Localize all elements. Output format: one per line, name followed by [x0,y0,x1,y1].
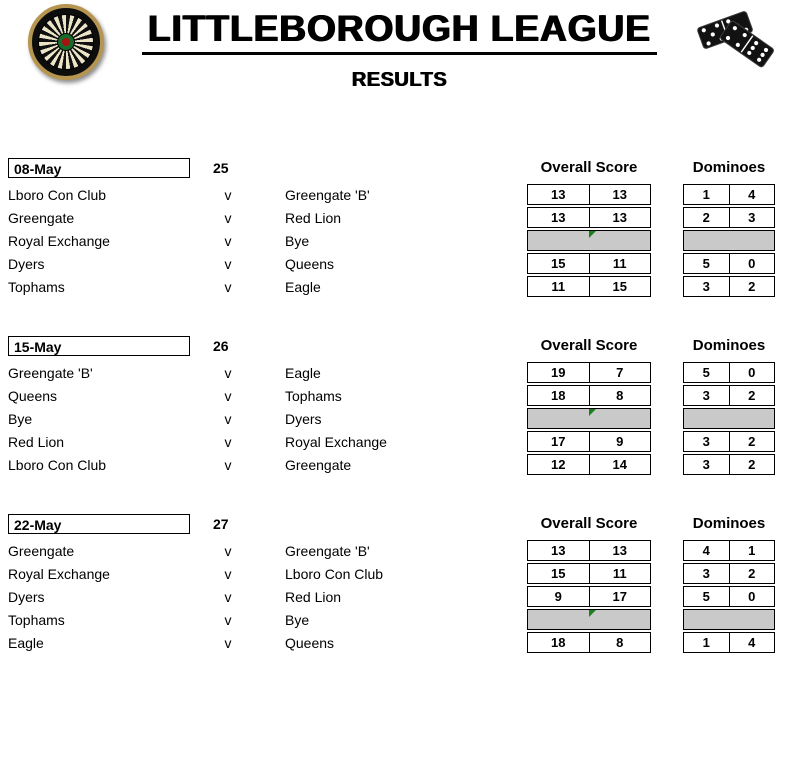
note-triangle-icon [589,231,596,238]
dominoes-away-score: 2 [729,564,775,583]
dominoes-home-score: 1 [702,635,710,650]
overall-score-box [527,253,651,274]
away-team: Eagle [285,279,321,295]
overall-away-score: 13 [589,541,651,560]
home-team: Royal Exchange [8,233,110,249]
home-team: Tophams [8,612,65,628]
away-team: Red Lion [285,210,342,226]
dominoes-box-bye [683,230,775,251]
date-header: 15-May [8,336,190,356]
fixture-row [0,540,799,563]
overall-score-box [527,184,651,205]
fixtures-list [0,184,799,299]
overall-home-score: 11 [551,279,566,294]
note-triangle-icon [589,610,596,617]
overall-score-header: Overall Score [540,515,638,532]
dominoes-box [683,632,775,653]
overall-away-score: 7 [589,363,651,382]
week-header [0,336,799,358]
fixture-row [0,184,799,207]
week-section [0,336,799,478]
overall-home-score: 13 [551,543,566,558]
fixture-row [0,207,799,230]
dominoes-home-score: 3 [702,566,710,581]
overall-away-score: 11 [589,254,651,273]
dominoes-box [683,586,775,607]
fixtures-list [0,362,799,477]
overall-away-score: 13 [589,208,651,227]
versus-label: v [224,256,232,272]
home-team: Eagle [8,635,44,651]
dominoes-box [683,362,775,383]
fixture-row-bye [0,408,799,431]
home-team: Royal Exchange [8,566,110,582]
dartboard-segments [38,14,94,70]
dominoes-logo-icon [685,0,795,78]
fixture-row [0,563,799,586]
overall-score-box-bye [527,609,651,630]
date-header: 08-May [8,158,190,178]
overall-away-score: 15 [589,277,651,296]
dominoes-away-score: 2 [729,277,775,296]
dominoes-away-score: 2 [729,386,775,405]
week-section [0,514,799,656]
away-team: Greengate [285,457,352,473]
away-team: Bye [285,233,310,249]
versus-label: v [224,388,232,404]
versus-label: v [224,365,232,381]
home-team: Red Lion [8,434,65,450]
dominoes-away-score: 2 [729,432,775,451]
home-team: Dyers [8,589,45,605]
overall-home-score: 9 [554,589,562,604]
away-team: Dyers [285,411,322,427]
versus-label: v [224,411,232,427]
overall-home-score: 18 [551,635,566,650]
overall-score-box [527,586,651,607]
dominoes-box [683,385,775,406]
dominoes-away-score: 0 [729,587,775,606]
home-team: Queens [8,388,58,404]
dominoes-away-score: 0 [729,254,775,273]
away-team: Red Lion [285,589,342,605]
overall-away-score: 9 [589,432,651,451]
overall-home-score: 15 [551,256,566,271]
dominoes-away-score: 1 [729,541,775,560]
versus-label: v [224,187,232,203]
dominoes-away-score: 3 [729,208,775,227]
dominoes-home-score: 4 [702,543,710,558]
overall-score-box [527,207,651,228]
overall-home-score: 12 [551,457,566,472]
overall-home-score: 13 [551,187,566,202]
overall-score-box [527,632,651,653]
versus-label: v [224,589,232,605]
home-team: Greengate 'B' [8,365,93,381]
dominoes-box [683,276,775,297]
home-team: Lboro Con Club [8,457,107,473]
results-sections [0,158,799,692]
overall-away-score: 17 [589,587,651,606]
versus-label: v [224,233,232,249]
note-triangle-icon [589,409,596,416]
dominoes-home-score: 3 [702,279,710,294]
overall-away-score: 14 [589,455,651,474]
dartboard-bullseye [62,38,70,46]
dominoes-away-score: 4 [729,633,775,652]
fixture-row [0,431,799,454]
away-team: Greengate 'B' [285,187,370,203]
dominoes-home-score: 5 [702,365,710,380]
away-team: Bye [285,612,310,628]
dominoes-home-score: 1 [702,187,710,202]
overall-score-box-bye [527,230,651,251]
dominoes-box-bye [683,609,775,630]
fixtures-list [0,540,799,655]
home-team: Bye [8,411,33,427]
fixture-row [0,385,799,408]
overall-home-score: 18 [551,388,566,403]
dominoes-home-score: 3 [702,434,710,449]
home-team: Dyers [8,256,45,272]
week-section [0,158,799,300]
dominoes-box [683,454,775,475]
home-team: Tophams [8,279,65,295]
fixture-row-bye [0,230,799,253]
away-team: Queens [285,256,335,272]
versus-label: v [224,434,232,450]
away-team: Tophams [285,388,342,404]
fixture-row [0,586,799,609]
versus-label: v [224,612,232,628]
page-subtitle: RESULTS [351,69,448,91]
dartboard-bull-outer [57,33,75,51]
versus-label: v [224,210,232,226]
dominoes-home-score: 3 [702,457,710,472]
overall-home-score: 17 [551,434,566,449]
dominoes-header: Dominoes [692,337,766,354]
dominoes-away-score: 4 [729,185,775,204]
page-header [0,0,799,150]
overall-away-score: 8 [589,386,651,405]
dominoes-home-score: 3 [702,388,710,403]
overall-score-header: Overall Score [540,337,638,354]
versus-label: v [224,635,232,651]
overall-home-score: 19 [551,365,566,380]
overall-score-box [527,563,651,584]
overall-score-box [527,540,651,561]
away-team: Lboro Con Club [285,566,384,582]
away-team: Royal Exchange [285,434,387,450]
week-number: 26 [213,338,229,354]
dominoes-box-bye [683,408,775,429]
overall-score-box [527,431,651,452]
away-team: Queens [285,635,335,651]
title-block [0,0,799,92]
dominoes-box [683,184,775,205]
home-team: Greengate [8,210,75,226]
overall-away-score: 11 [589,564,651,583]
fixture-row-bye [0,609,799,632]
dominoes-home-score: 2 [702,210,710,225]
overall-score-box [527,385,651,406]
fixture-row [0,276,799,299]
week-header [0,514,799,536]
dominoes-header: Dominoes [692,159,766,176]
week-number: 25 [213,160,229,176]
overall-score-box-bye [527,408,651,429]
versus-label: v [224,566,232,582]
versus-label: v [224,457,232,473]
page-title: LITTLEBOROUGH LEAGUE [142,8,657,55]
week-header [0,158,799,180]
fixture-row [0,362,799,385]
dominoes-box [683,253,775,274]
date-header: 22-May [8,514,190,534]
dominoes-home-score: 5 [702,256,710,271]
versus-label: v [224,279,232,295]
overall-away-score: 13 [589,185,651,204]
overall-home-score: 15 [551,566,566,581]
dominoes-box [683,207,775,228]
away-team: Eagle [285,365,321,381]
dominoes-box [683,563,775,584]
overall-score-box [527,454,651,475]
away-team: Greengate 'B' [285,543,370,559]
overall-score-box [527,276,651,297]
week-number: 27 [213,516,229,532]
home-team: Lboro Con Club [8,187,107,203]
overall-score-box [527,362,651,383]
fixture-row [0,454,799,477]
dominoes-box [683,431,775,452]
home-team: Greengate [8,543,75,559]
overall-score-header: Overall Score [540,159,638,176]
dominoes-away-score: 0 [729,363,775,382]
versus-label: v [224,543,232,559]
dominoes-home-score: 5 [702,589,710,604]
overall-away-score: 8 [589,633,651,652]
dominoes-header: Dominoes [692,515,766,532]
dominoes-away-score: 2 [729,455,775,474]
dartboard-logo-icon [28,4,104,80]
dominoes-box [683,540,775,561]
overall-home-score: 13 [551,210,566,225]
fixture-row [0,632,799,655]
fixture-row [0,253,799,276]
